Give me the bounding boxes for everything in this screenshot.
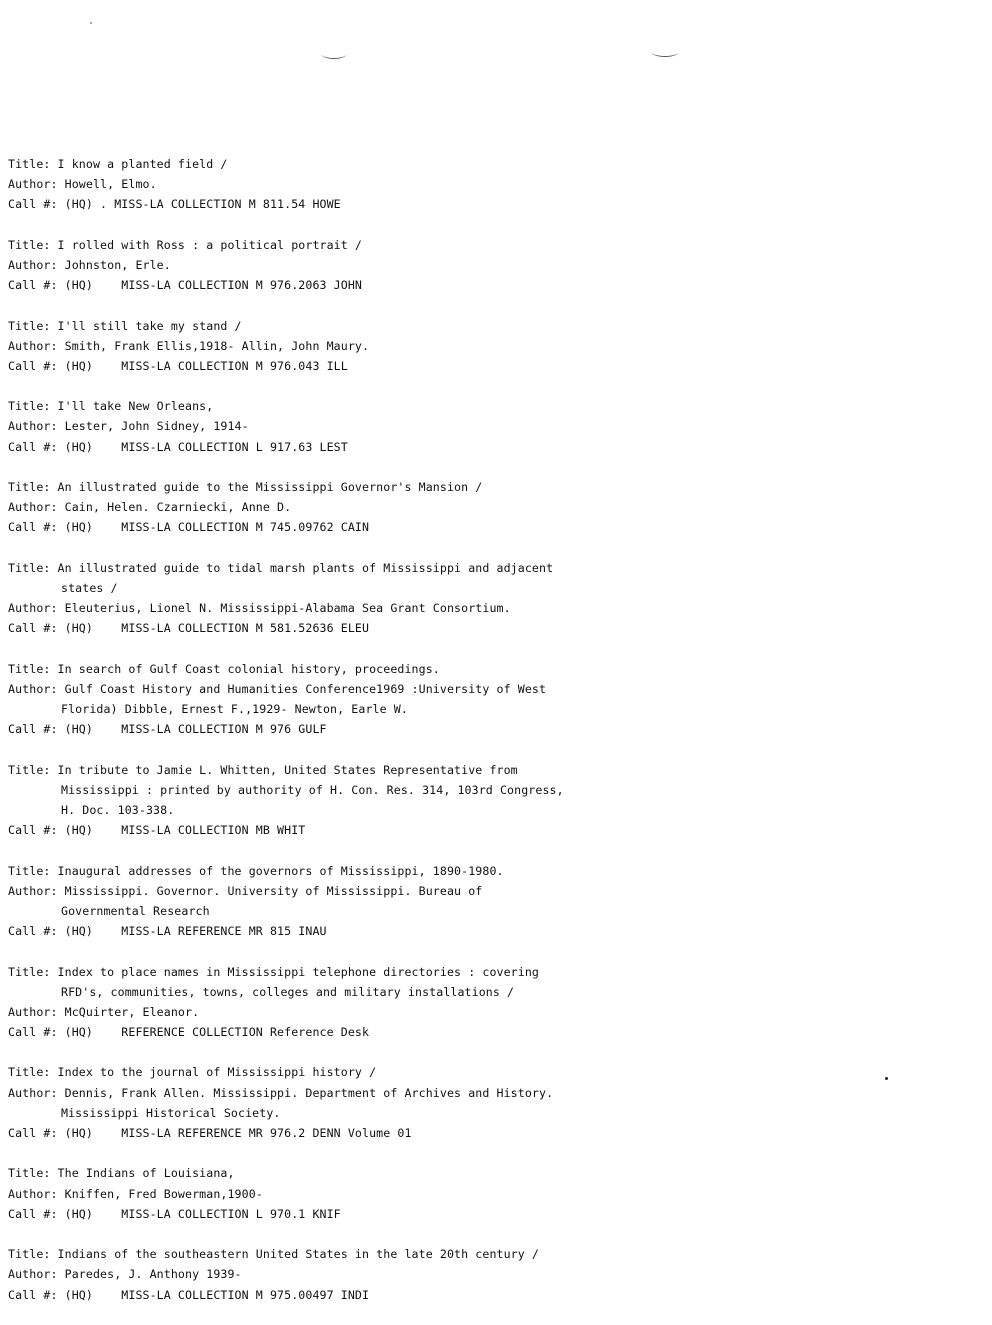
record-author: Author: Mississippi. Governor. University of Mississippi. Bureau of	[8, 883, 483, 898]
record-author: Author: Smith, Frank Ellis,1918- Allin, John Maury.	[8, 338, 370, 353]
record-call-number: Call #: (HQ) MISS-LA REFERENCE MR 976.2 DENN Volume 01	[8, 1126, 412, 1140]
record-title: Title: Indians of the southeastern United States in the late 20th century /	[8, 1247, 540, 1262]
catalog-record	[8, 316, 968, 377]
record-author: Author: McQuirter, Eleanor.	[8, 1004, 200, 1019]
scan-speck	[90, 22, 92, 24]
record-call-number: Call #: (HQ) MISS-LA COLLECTION M 976.043 ILL	[8, 358, 348, 373]
record-title: Title: I'll still take my stand /	[8, 318, 242, 333]
record-author: Author: Dennis, Frank Allen. Mississippi. Department of Archives and History.	[8, 1085, 554, 1100]
record-title-continued: RFD's, communities, towns, colleges and military installations /	[61, 984, 515, 999]
record-author: Author: Johnston, Erle.	[8, 257, 171, 272]
record-title: Title: In search of Gulf Coast colonial history, proceedings.	[8, 661, 440, 676]
record-title-continued: H. Doc. 103-338.	[61, 803, 175, 817]
catalog-record	[8, 1244, 968, 1305]
record-call-number: Call #: (HQ) . MISS-LA COLLECTION M 811.54 HOWE	[8, 197, 341, 212]
record-title-continued: states /	[61, 580, 118, 595]
record-author-continued: Florida) Dibble, Ernest F.,1929- Newton, Earle W.	[61, 702, 408, 717]
record-author-continued: Governmental Research	[61, 903, 210, 918]
record-title: Title: I rolled with Ross : a political portrait /	[8, 237, 363, 252]
record-title: Title: Index to place names in Mississippi telephone directories : covering	[8, 964, 540, 979]
record-call-number: Call #: (HQ) REFERENCE COLLECTION Reference Desk	[8, 1025, 370, 1040]
catalog-record	[8, 235, 968, 296]
record-call-number: Call #: (HQ) MISS-LA COLLECTION L 970.1 KNIF	[8, 1206, 341, 1221]
catalog-record	[8, 477, 968, 538]
catalog-record	[8, 396, 968, 457]
record-title-continued: Mississippi : printed by authority of H. Con. Res. 314, 103rd Congress,	[61, 782, 564, 797]
record-title: Title: Index to the journal of Mississippi history /	[8, 1065, 377, 1080]
catalog-record	[8, 558, 968, 639]
record-author: Author: Cain, Helen. Czarniecki, Anne D.	[8, 500, 292, 515]
catalog-record	[8, 861, 968, 942]
record-call-number: Call #: (HQ) MISS-LA COLLECTION M 976 GULF	[8, 722, 327, 737]
record-author-continued: Mississippi Historical Society.	[61, 1105, 281, 1120]
record-author: Author: Kniffen, Fred Bowerman,1900-	[8, 1186, 263, 1201]
record-title: Title: In tribute to Jamie L. Whitten, United States Representative from	[8, 762, 518, 777]
record-title: Title: An illustrated guide to the Mississippi Governor's Mansion /	[8, 480, 483, 494]
catalog-record	[8, 1163, 968, 1224]
record-title: Title: The Indians of Louisiana,	[8, 1166, 235, 1181]
record-author: Author: Eleuterius, Lionel N. Mississippi-Alabama Sea Grant Consortium.	[8, 601, 511, 616]
record-call-number: Call #: (HQ) MISS-LA COLLECTION M 581.52636 ELEU	[8, 621, 370, 636]
record-author: Author: Lester, John Sidney, 1914-	[8, 419, 249, 434]
catalog-record	[8, 154, 968, 215]
catalog-record	[8, 760, 968, 841]
record-author: Author: Howell, Elmo.	[8, 177, 157, 192]
record-call-number: Call #: (HQ) MISS-LA COLLECTION M 975.00497 INDI	[8, 1287, 370, 1302]
catalog-listing	[8, 154, 968, 1325]
record-call-number: Call #: (HQ) MISS-LA COLLECTION M 976.2063 JOHN	[8, 278, 363, 293]
record-call-number: Call #: (HQ) MISS-LA COLLECTION L 917.63 LEST	[8, 439, 348, 454]
catalog-record	[8, 1062, 968, 1143]
scan-artifact-mark	[322, 50, 346, 59]
record-title: Title: I'll take New Orleans,	[8, 399, 214, 414]
record-title: Title: I know a planted field /	[8, 157, 228, 171]
catalog-record	[8, 659, 968, 740]
scan-artifact-mark	[652, 48, 678, 57]
catalog-record	[8, 962, 968, 1043]
record-call-number: Call #: (HQ) MISS-LA REFERENCE MR 815 INAU	[8, 924, 327, 939]
record-title: Title: Inaugural addresses of the governors of Mississippi, 1890-1980.	[8, 863, 504, 878]
record-author: Author: Gulf Coast History and Humanities Conference1969 :University of West	[8, 681, 547, 696]
record-call-number: Call #: (HQ) MISS-LA COLLECTION MB WHIT	[8, 823, 306, 838]
record-call-number: Call #: (HQ) MISS-LA COLLECTION M 745.09762 CAIN	[8, 520, 370, 535]
record-title: Title: An illustrated guide to tidal marsh plants of Mississippi and adjacent	[8, 560, 554, 575]
record-author: Author: Paredes, J. Anthony 1939-	[8, 1267, 242, 1282]
